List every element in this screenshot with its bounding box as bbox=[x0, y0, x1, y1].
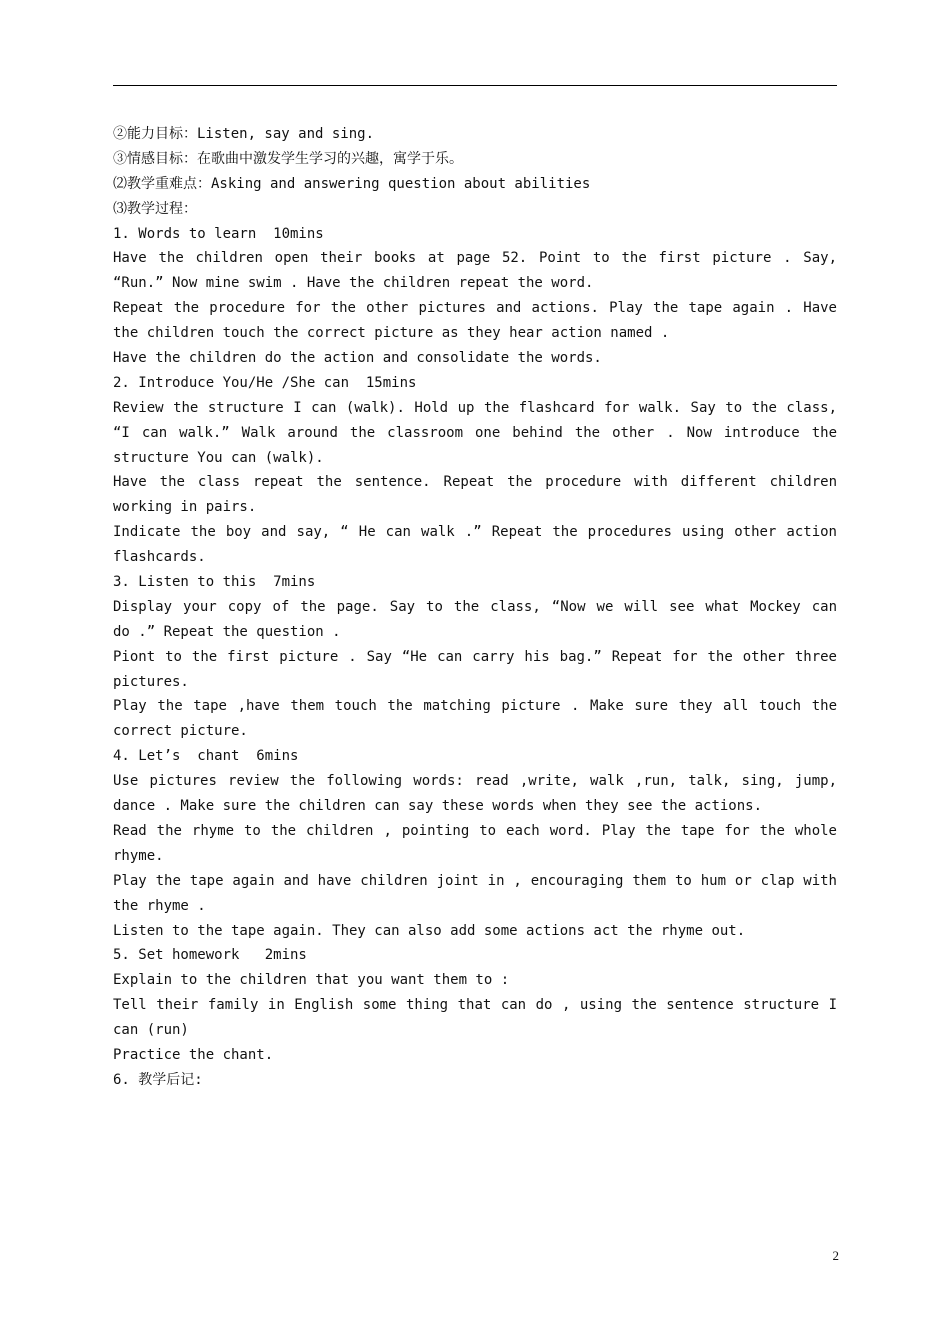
paragraph-line: “I can walk.” Walk around the classroom one behind the other . Now introduce the bbox=[113, 424, 837, 441]
step-5-heading: 5. Set homework 2mins bbox=[113, 947, 307, 964]
paragraph-line: Have the class repeat the sentence. Repeat the procedure with different children bbox=[113, 474, 837, 491]
paragraph-line: Explain to the children that you want them to : bbox=[113, 972, 510, 989]
paragraph-line: the children touch the correct picture as they hear action named . bbox=[113, 325, 670, 342]
paragraph-line: working in pairs. bbox=[113, 499, 257, 516]
step-2-heading: 2. Introduce You/He /She can 15mins bbox=[113, 374, 417, 391]
process-heading: ⑶教学过程： bbox=[113, 200, 197, 217]
step-1-heading: 1. Words to learn 10mins bbox=[113, 225, 324, 242]
step-4-heading: 4. Let’s chant 6mins bbox=[113, 748, 299, 765]
paragraph-line: can (run) bbox=[113, 1022, 189, 1039]
emotion-goal-line: ③情感目标：在歌曲中激发学生学习的兴趣，寓学于乐。 bbox=[113, 150, 463, 167]
header-rule bbox=[113, 85, 837, 86]
paragraph-line: rhyme. bbox=[113, 847, 164, 864]
paragraph-line: “Run.” Now mine swim . Have the children repeat the word. bbox=[113, 275, 594, 292]
paragraph-line: pictures. bbox=[113, 673, 189, 690]
paragraph-line: Read the rhyme to the children , pointing to each word. Play the tape for the whole bbox=[113, 822, 837, 839]
step-3-heading: 3. Listen to this 7mins bbox=[113, 574, 316, 591]
lesson-plan-body bbox=[113, 122, 837, 1093]
paragraph-line: Have the children open their books at page 52. Point to the first picture . Say, bbox=[113, 250, 837, 267]
paragraph-line: Use pictures review the following words: read ,write, walk ,run, talk, sing, jump, bbox=[113, 773, 837, 790]
paragraph-line: correct picture. bbox=[113, 723, 248, 740]
paragraph-line: the rhyme . bbox=[113, 897, 206, 914]
paragraph-line: do .” Repeat the question . bbox=[113, 623, 341, 640]
paragraph-line: Practice the chant. bbox=[113, 1046, 274, 1063]
ability-goal-line: ②能力目标：Listen, say and sing. bbox=[113, 126, 375, 142]
paragraph-line: Tell their family in English some thing that can do , using the sentence structure I bbox=[113, 997, 837, 1014]
paragraph-line: structure You can (walk). bbox=[113, 449, 324, 466]
paragraph-line: Listen to the tape again. They can also add some actions act the rhyme out. bbox=[113, 922, 746, 939]
paragraph-line: Review the structure I can (walk). Hold up the flashcard for walk. Say to the class, bbox=[113, 399, 837, 416]
page-number: 2 bbox=[832, 1248, 839, 1263]
paragraph-line: dance . Make sure the children can say these words when they see the actions. bbox=[113, 798, 763, 815]
paragraph-line: flashcards. bbox=[113, 549, 206, 566]
paragraph-line: Indicate the boy and say, “ He can walk .” Repeat the procedures using other action bbox=[113, 524, 837, 541]
paragraph-line: Have the children do the action and consolidate the words. bbox=[113, 350, 602, 367]
paragraph-line: Piont to the first picture . Say “He can carry his bag.” Repeat for the other three bbox=[113, 648, 837, 665]
paragraph-line: Play the tape again and have children joint in , encouraging them to hum or clap with bbox=[113, 872, 837, 889]
paragraph-line: Play the tape ,have them touch the matching picture . Make sure they all touch the bbox=[113, 698, 837, 715]
key-points-line: ⑵教学重难点：Asking and answering question about abilities bbox=[113, 175, 591, 192]
paragraph-line: Display your copy of the page. Say to the class, “Now we will see what Mockey can bbox=[113, 598, 837, 615]
step-6-heading: 6. 教学后记: bbox=[113, 1071, 203, 1088]
paragraph-line: Repeat the procedure for the other pictures and actions. Play the tape again . Have bbox=[113, 300, 837, 317]
